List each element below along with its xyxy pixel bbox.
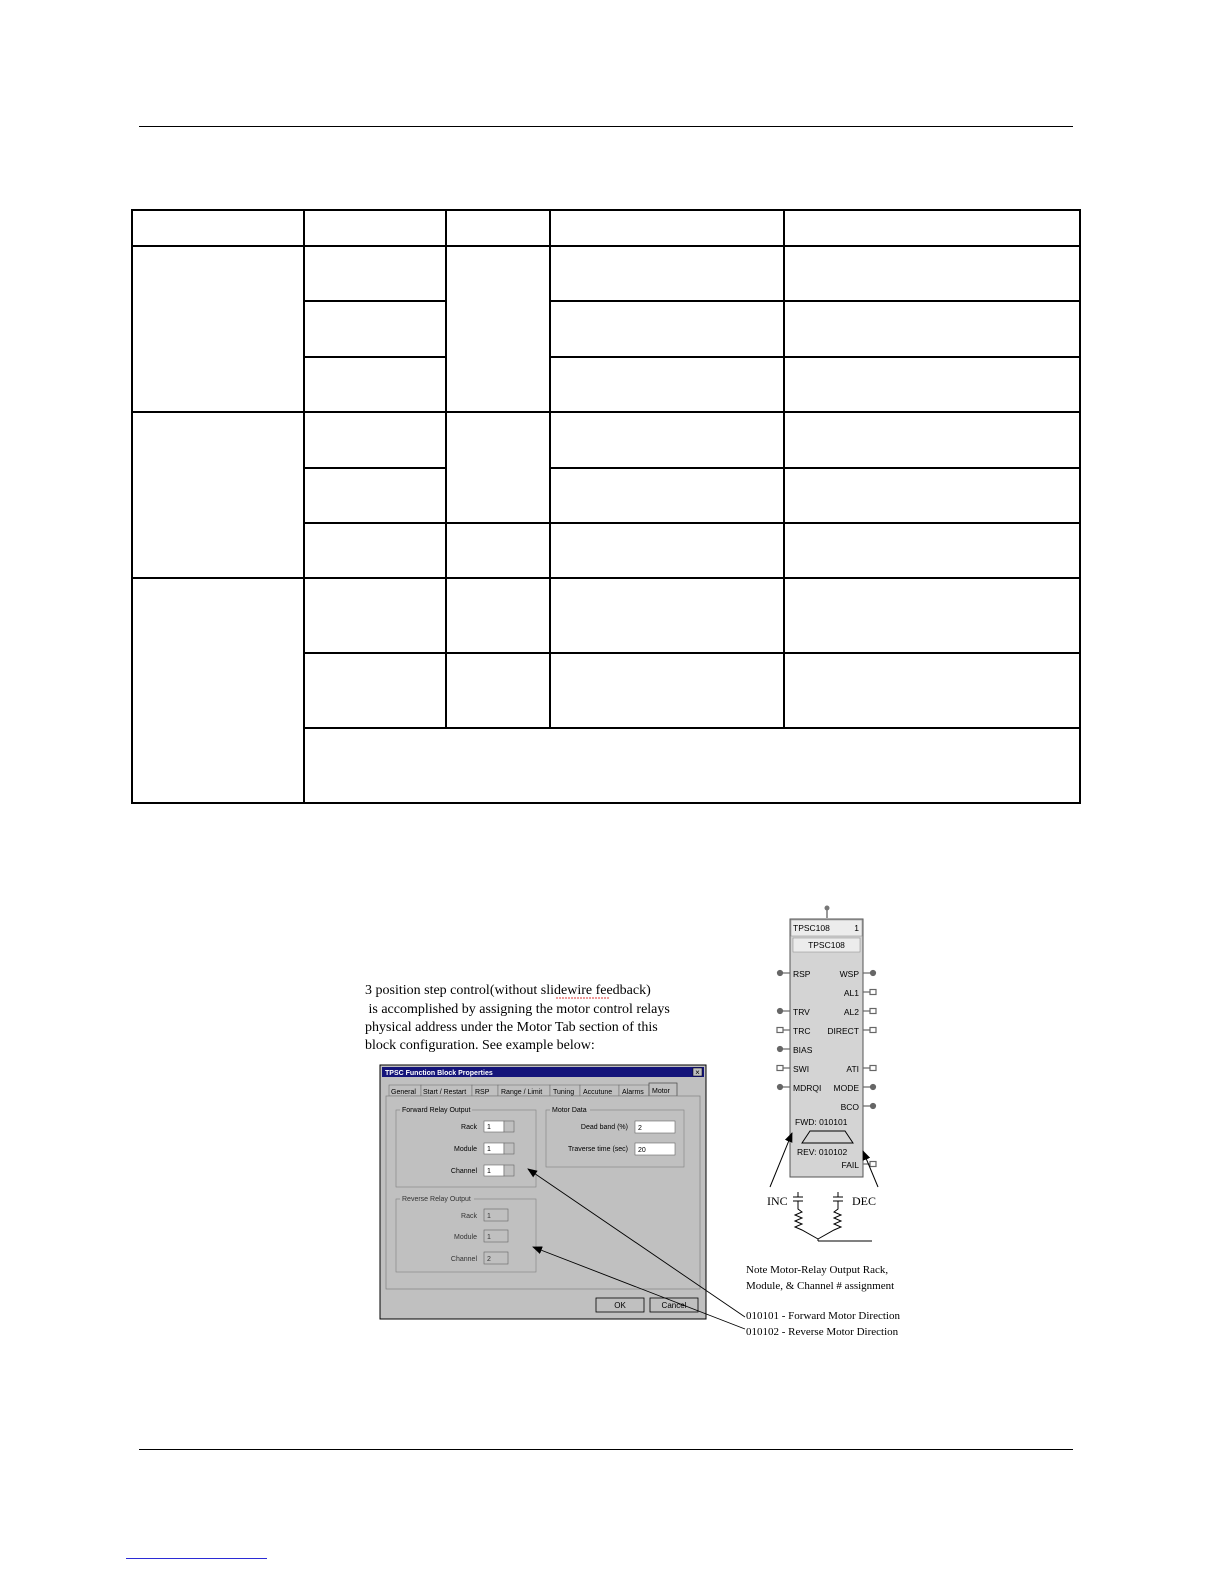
tab-label: Start / Restart	[423, 1089, 467, 1096]
table-cell	[550, 210, 784, 246]
output-connectors	[863, 971, 876, 1167]
field-value: 1	[487, 1168, 491, 1175]
output-pin-label: BCO	[840, 1102, 859, 1112]
field-label: Dead band (%)	[580, 1124, 628, 1131]
connector-dot	[778, 1009, 783, 1014]
forward-direction-note: 010101 - Forward Motor Direction	[746, 1310, 900, 1322]
table-cell	[304, 728, 1080, 803]
field-label: Rack	[461, 1124, 477, 1131]
output-pin-label: ATI	[846, 1064, 859, 1074]
table-cell	[132, 210, 304, 246]
field-label: Channel	[450, 1168, 477, 1175]
connector-square	[777, 1028, 783, 1033]
table-cell	[304, 653, 446, 728]
table-cell	[550, 523, 784, 578]
connector-square	[870, 1066, 876, 1071]
fail-output: FAIL	[841, 1160, 859, 1170]
group-title: Motor Data	[552, 1107, 587, 1114]
table-cell	[550, 246, 784, 301]
input-pin-label: MDRQI	[793, 1083, 822, 1093]
rev-address: REV: 010102	[797, 1147, 848, 1157]
block-tag: TPSC108	[808, 940, 845, 950]
field-value: 2	[638, 1125, 642, 1132]
table-cell	[132, 412, 304, 578]
connector-square	[870, 1162, 876, 1167]
header-rule	[139, 126, 1073, 127]
description-line: 3 position step control(without slidewire feedback)	[365, 983, 651, 998]
field-value: 1	[487, 1234, 491, 1241]
connector-square	[777, 1066, 783, 1071]
table-cell	[550, 357, 784, 412]
block-number: 1	[854, 923, 859, 933]
tab-label: General	[391, 1089, 416, 1096]
output-pin-label: WSP	[839, 969, 859, 979]
connector-dot	[871, 1085, 876, 1090]
table-cell	[446, 523, 550, 578]
input-pin-label: TRV	[793, 1007, 810, 1017]
cancel-button-label: Cancel	[661, 1301, 687, 1310]
inc-label: INC	[767, 1194, 788, 1208]
field-label: Rack	[461, 1213, 477, 1220]
input-pin-label: BIAS	[793, 1045, 813, 1055]
spinner-arrows-icon[interactable]	[504, 1143, 514, 1154]
connector-square	[870, 1028, 876, 1033]
input-connectors	[777, 971, 790, 1090]
table-cell	[132, 246, 304, 412]
motor-config-figure	[340, 895, 940, 1345]
table-cell	[446, 210, 550, 246]
field-label: Traverse time (sec)	[567, 1146, 628, 1153]
spinner-arrows-icon[interactable]	[504, 1121, 514, 1132]
field-label: Module	[454, 1234, 477, 1241]
table-cell	[784, 357, 1080, 412]
dialog-tabs	[389, 1083, 677, 1096]
field-value: 2	[487, 1256, 491, 1263]
table-cell	[304, 246, 446, 301]
tab-label: RSP	[475, 1089, 490, 1096]
table-cell	[550, 653, 784, 728]
table-cell	[784, 653, 1080, 728]
resistor-left	[795, 1201, 818, 1239]
figure-notes	[746, 1264, 900, 1338]
connector-dot	[825, 906, 830, 911]
connector-square	[870, 990, 876, 995]
output-pin-label: MODE	[833, 1083, 859, 1093]
table-cell	[304, 412, 446, 468]
block-name: TPSC108	[793, 923, 830, 933]
tab-label: Alarms	[622, 1089, 644, 1096]
reverse-direction-note: 010102 - Reverse Motor Direction	[746, 1326, 899, 1338]
connector-dot	[871, 1104, 876, 1109]
table-cell	[446, 412, 550, 523]
connector-dot	[778, 1085, 783, 1090]
field-label: Module	[454, 1146, 477, 1153]
connector-dot	[871, 971, 876, 976]
table-cell	[550, 578, 784, 653]
description-line: block configuration. See example below:	[365, 1038, 595, 1053]
table-cell	[446, 246, 550, 412]
output-pin-label: AL1	[843, 988, 859, 998]
function-block	[777, 906, 876, 1178]
tab-label: Range / Limit	[501, 1089, 543, 1096]
fwd-address: FWD: 010101	[795, 1117, 848, 1127]
input-pin-label: SWI	[793, 1064, 810, 1074]
input-pin-label: TRC	[793, 1026, 811, 1036]
table-cell	[784, 523, 1080, 578]
description-line: physical address under the Motor Tab section of this	[365, 1020, 658, 1035]
field-value: 20	[638, 1147, 646, 1154]
table-cell	[550, 412, 784, 468]
properties-dialog	[380, 1065, 706, 1319]
close-icon: ×	[695, 1068, 700, 1077]
input-pin-label: RSP	[793, 969, 811, 979]
spec-table	[131, 209, 1081, 804]
table-cell	[784, 412, 1080, 468]
output-pin-label: AL2	[843, 1007, 859, 1017]
output-pin-label: DIRECT	[827, 1026, 859, 1036]
connector-dot	[778, 971, 783, 976]
table-cell	[550, 301, 784, 357]
table-cell	[304, 357, 446, 412]
field-label: Channel	[450, 1256, 477, 1263]
tab-label: Motor	[652, 1088, 670, 1095]
table-cell	[784, 246, 1080, 301]
table-cell	[446, 653, 550, 728]
group-title: Forward Relay Output	[402, 1107, 471, 1114]
resistor-right	[818, 1201, 841, 1239]
note-line: Module, & Channel # assignment	[746, 1280, 895, 1292]
connector-dot	[778, 1047, 783, 1052]
dialog-title: TPSC Function Block Properties	[385, 1070, 493, 1077]
field-value: 1	[487, 1213, 491, 1220]
description-line: is accomplished by assigning the motor control relays	[365, 1002, 670, 1017]
connector-square	[870, 1009, 876, 1014]
note-line: Note Motor-Relay Output Rack,	[746, 1264, 889, 1276]
chevron-down-icon[interactable]	[504, 1165, 514, 1176]
table-cell	[304, 578, 446, 653]
footer-link-underline	[126, 1558, 267, 1559]
tab-label: Tuning	[553, 1089, 575, 1096]
table-cell	[784, 468, 1080, 523]
table-cell	[132, 578, 304, 803]
tab-label: Accutune	[583, 1089, 613, 1096]
ok-button-label: OK	[614, 1301, 626, 1310]
field-value: 1	[487, 1124, 491, 1131]
table-cell	[304, 468, 446, 523]
table-cell	[304, 210, 446, 246]
table-cell	[304, 523, 446, 578]
table-cell	[784, 578, 1080, 653]
field-value: 1	[487, 1146, 491, 1153]
dec-label: DEC	[852, 1194, 876, 1208]
group-title: Reverse Relay Output	[402, 1196, 471, 1203]
figure-description	[365, 983, 670, 1053]
table-cell	[550, 468, 784, 523]
table-cell	[446, 578, 550, 653]
table-cell	[304, 301, 446, 357]
table-cell	[784, 210, 1080, 246]
footer-rule	[139, 1449, 1073, 1450]
table-cell	[784, 301, 1080, 357]
